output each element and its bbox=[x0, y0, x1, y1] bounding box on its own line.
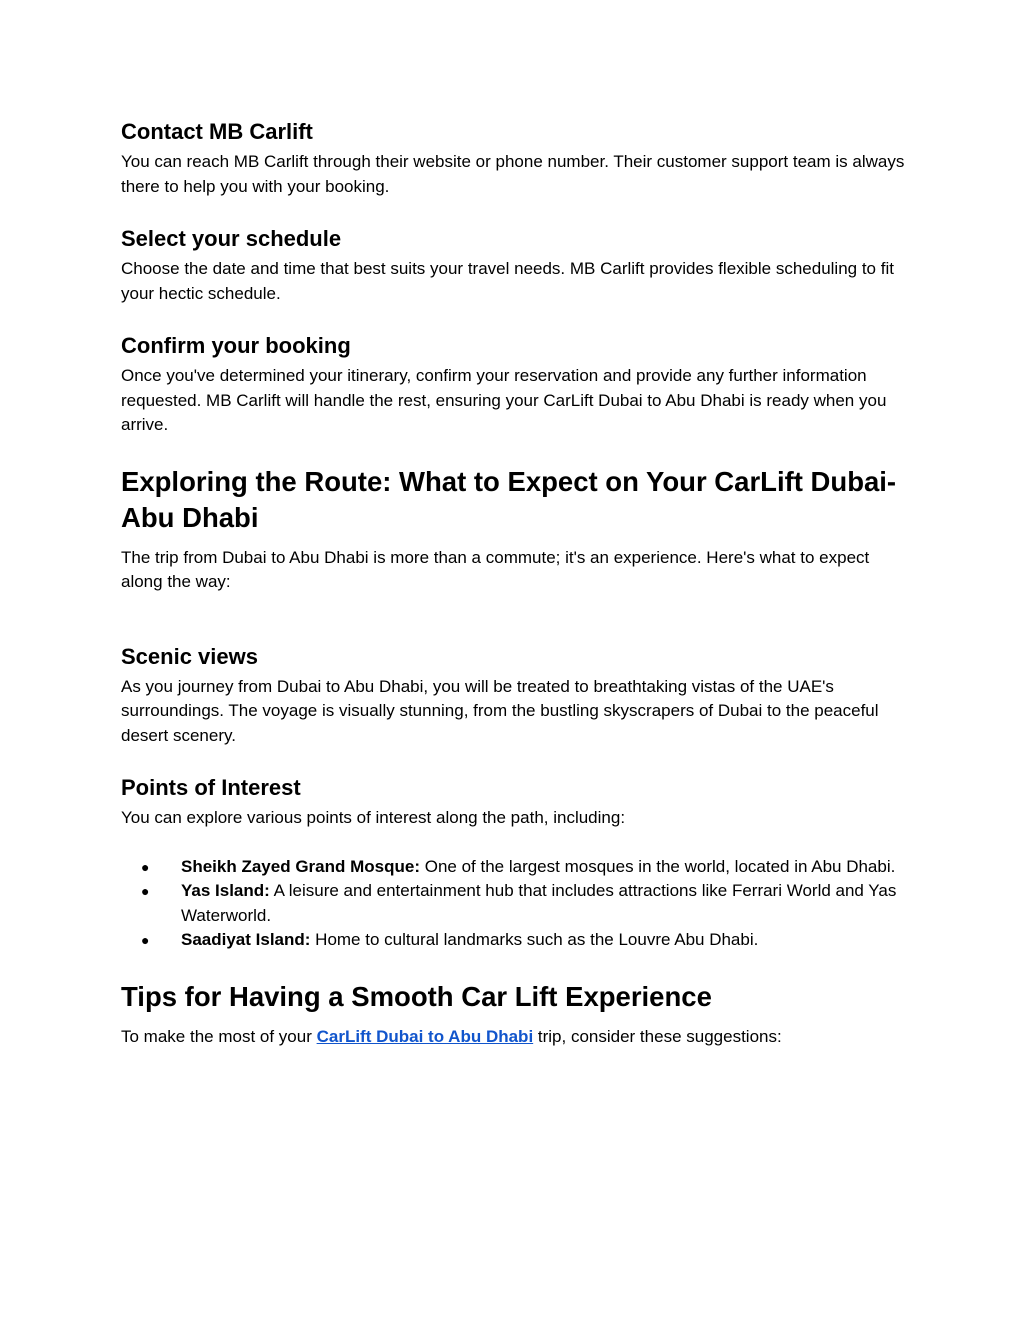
section-heading: Select your schedule bbox=[121, 226, 342, 251]
section-confirm bbox=[121, 332, 907, 438]
section-body: Choose the date and time that best suits your travel needs. MB Carlift provides flexible scheduling to fit your hectic schedule. bbox=[121, 259, 894, 303]
tips-text-after: trip, consider these suggestions: bbox=[533, 1026, 782, 1046]
poi-name: Yas Island: bbox=[181, 881, 270, 900]
section-exploring-route bbox=[121, 464, 907, 595]
section-body: The trip from Dubai to Abu Dhabi is more than a commute; it's an experience. Here's what to expect along the way: bbox=[121, 547, 870, 591]
list-item bbox=[121, 855, 907, 880]
poi-name: Sheikh Zayed Grand Mosque: bbox=[181, 856, 420, 876]
section-schedule bbox=[121, 225, 907, 306]
tips-text-before: To make the most of your bbox=[121, 1026, 317, 1046]
section-points-of-interest bbox=[121, 774, 907, 953]
section-heading: Confirm your booking bbox=[121, 333, 351, 358]
section-tips bbox=[121, 979, 907, 1050]
section-heading: Points of Interest bbox=[121, 775, 301, 800]
bullet-icon: ● bbox=[141, 858, 150, 875]
poi-list bbox=[121, 855, 907, 953]
poi-desc: A leisure and entertainment hub that includes attractions like Ferrari World and Yas Waterworld. bbox=[181, 881, 897, 925]
bullet-icon: ● bbox=[141, 932, 150, 948]
section-body: You can explore various points of interest along the path, including: bbox=[121, 808, 626, 827]
bullet-icon: ● bbox=[141, 883, 150, 899]
list-item bbox=[121, 928, 907, 953]
section-scenic-views bbox=[121, 643, 907, 749]
poi-name: Saadiyat Island: bbox=[181, 930, 311, 949]
major-heading: Exploring the Route: What to Expect on Your CarLift Dubai-Abu Dhabi bbox=[121, 465, 897, 533]
section-body: As you journey from Dubai to Abu Dhabi, you will be treated to breathtaking vistas of the UAE's surroundings. The voyage is visually stunning, from the bustling skyscrapers of Dubai to the peaceful desert scenery. bbox=[121, 676, 879, 745]
list-item bbox=[121, 879, 907, 928]
document-page bbox=[121, 118, 907, 1049]
poi-desc: Home to cultural landmarks such as the Louvre Abu Dhabi. bbox=[310, 930, 759, 949]
section-contact bbox=[121, 118, 907, 199]
section-body: You can reach MB Carlift through their website or phone number. Their customer support team is always there to help you with your booking. bbox=[121, 152, 905, 196]
section-body: Once you've determined your itinerary, confirm your reservation and provide any further information requested. MB Carlift will handle the rest, ensuring your CarLift Dubai to Abu Dhabi is ready when you arrive. bbox=[121, 366, 887, 434]
major-heading: Tips for Having a Smooth Car Lift Experience bbox=[121, 980, 712, 1012]
section-body bbox=[121, 1025, 907, 1050]
carlift-dubai-abu-dhabi-link[interactable]: CarLift Dubai to Abu Dhabi bbox=[316, 1026, 534, 1046]
poi-desc: One of the largest mosques in the world, located in Abu Dhabi. bbox=[420, 856, 896, 876]
section-heading: Contact MB Carlift bbox=[121, 119, 313, 144]
section-heading: Scenic views bbox=[121, 643, 258, 669]
